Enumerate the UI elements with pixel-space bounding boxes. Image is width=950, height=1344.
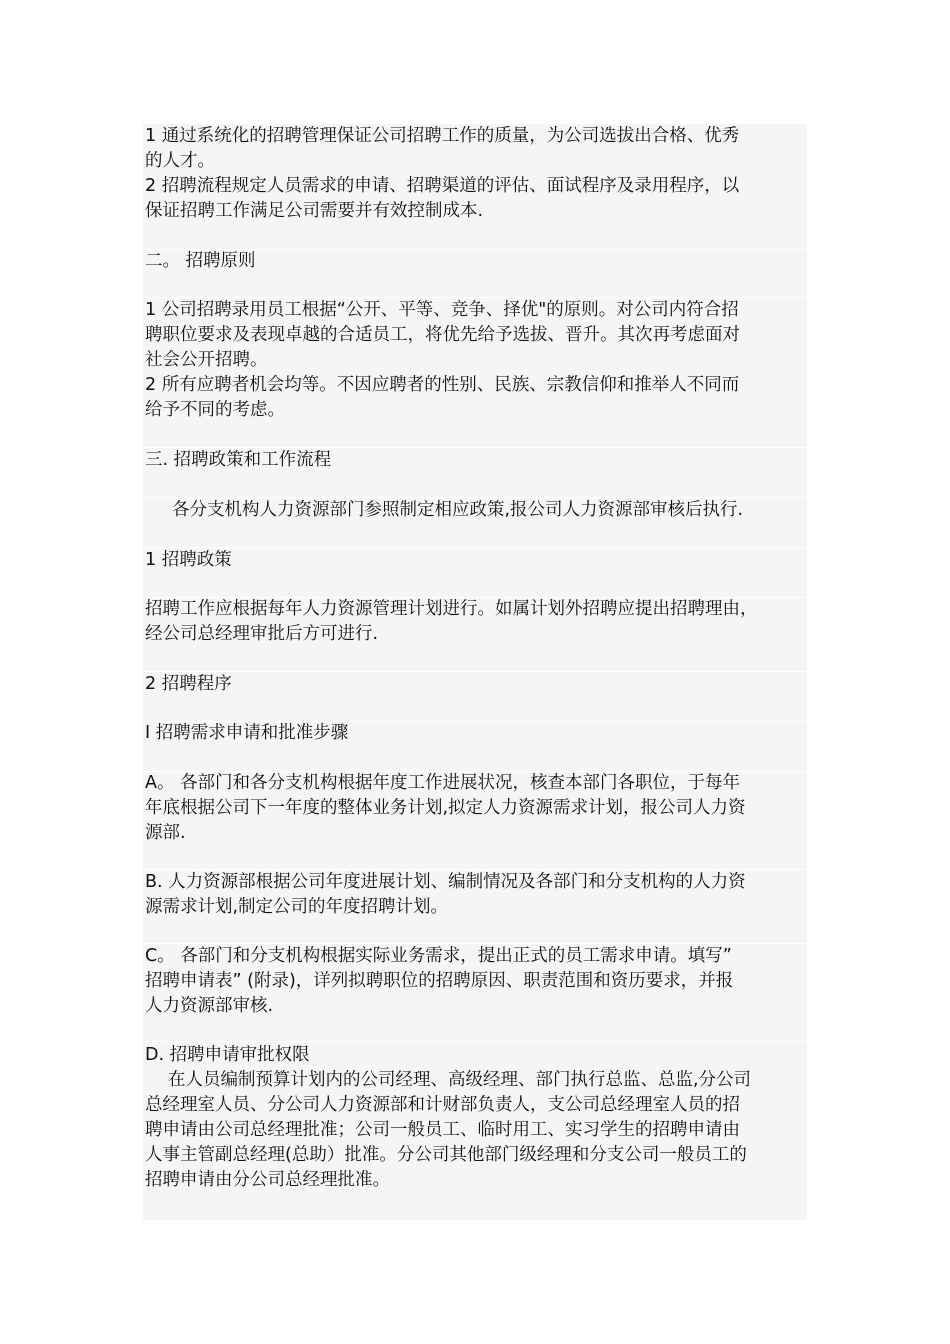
text-line: 2 所有应聘者机会均等。不因应聘者的性别、民族、宗教信仰和推举人不同而 [145, 375, 740, 395]
subsection-heading: 1 招聘政策 [145, 550, 232, 570]
subsection-heading: I 招聘需求申请和批准步骤 [145, 723, 349, 743]
text-line: 人力资源部审核. [145, 996, 274, 1016]
text-line: A。 各部门和各分支机构根据年度工作进展状况，核查本部门各职位，于每年 [145, 773, 741, 793]
text-line: 在人员编制预算计划内的公司经理、高级经理、部门执行总监、总监,分公司 [168, 1070, 752, 1090]
text-line: 总经理室人员、分公司人力资源部和计财部负责人，支公司总经理室人员的招 [145, 1095, 740, 1115]
subsection-heading: D. 招聘申请审批权限 [145, 1045, 310, 1065]
text-line: 聘职位要求及表现卓越的合适员工，将优先给予选拔、晋升。其次再考虑面对 [145, 325, 740, 345]
text-line: 经公司总经理审批后方可进行. [145, 624, 379, 644]
text-line: 1 公司招聘录用员工根据“公开、平等、竞争、择优"的原则。对公司内符合招 [145, 300, 739, 320]
text-line: 招聘工作应根据每年人力资源管理计划进行。如属计划外招聘应提出招聘理由， [145, 599, 758, 619]
text-line: 各分支机构人力资源部门参照制定相应政策,报公司人力资源部审核后执行. [172, 500, 744, 520]
text-line: 人事主管副总经理(总助）批准。分公司其他部门级经理和分支公司一般员工的 [145, 1145, 747, 1165]
text-line: 2 招聘流程规定人员需求的申请、招聘渠道的评估、面试程序及录用程序，以 [145, 176, 740, 196]
text-line: 的人才。 [145, 151, 215, 171]
section-heading: 三. 招聘政策和工作流程 [145, 450, 332, 470]
text-line: 保证招聘工作满足公司需要并有效控制成本. [145, 201, 484, 221]
text-line: 源部. [145, 823, 186, 843]
text-line: 1 通过系统化的招聘管理保证公司招聘工作的质量，为公司选拔出合格、优秀 [145, 126, 740, 146]
text-line: 招聘申请由分公司总经理批准。 [145, 1170, 390, 1190]
text-line: C。 各部门和分支机构根据实际业务需求，提出正式的员工需求申请。填写” [145, 946, 732, 966]
text-line: 源需求计划,制定公司的年度招聘计划。 [145, 897, 449, 917]
text-line: B. 人力资源部根据公司年度进展计划、编制情况及各部门和分支机构的人力资 [145, 872, 746, 892]
text-line: 招聘申请表” (附录)，详列拟聘职位的招聘原因、职责范围和资历要求，并报 [145, 971, 734, 991]
text-line: 年底根据公司下一年度的整体业务计划,拟定人力资源需求计划，报公司人力资 [145, 798, 746, 818]
text-line: 社会公开招聘。 [145, 350, 268, 370]
text-line: 给予不同的考虑。 [145, 400, 285, 420]
separator [143, 1041, 807, 1042]
subsection-heading: 2 招聘程序 [145, 674, 232, 694]
text-line: 聘申请由公司总经理批准；公司一般员工、临时用工、实习学生的招聘申请由 [145, 1120, 740, 1140]
section-heading: 二。 招聘原则 [145, 251, 256, 271]
